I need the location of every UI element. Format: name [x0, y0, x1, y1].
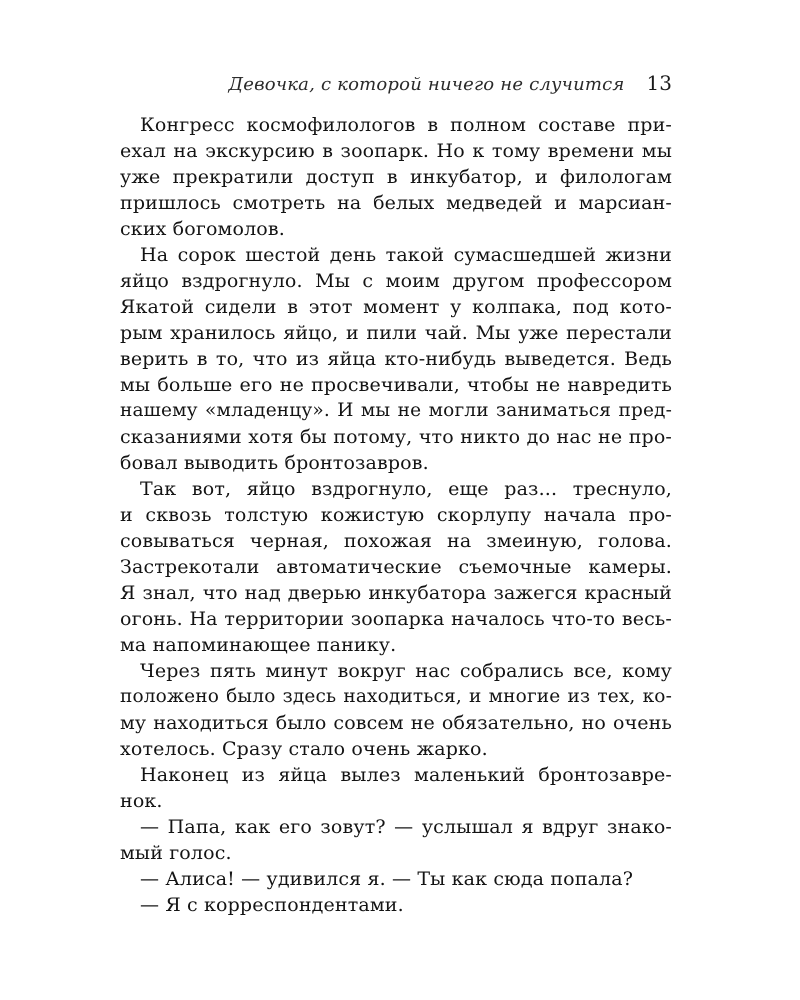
text-line: уже прекратили доступ в инкубатор, и филологам: [120, 166, 672, 188]
body-text: [120, 112, 672, 918]
text-line: нашему «младенцу». И мы не могли заниматься пред-: [120, 400, 672, 421]
text-line: му находиться было совсем не обязательно, но очень: [120, 712, 672, 734]
running-title: Девочка, с которой ничего не случится: [228, 74, 625, 95]
page-number: 13: [646, 71, 672, 95]
text-line: мы больше его не просвечивали, чтобы не навредить: [120, 374, 672, 396]
text-line: сказаниями хотя бы потому, что никто до нас не про-: [120, 426, 672, 448]
text-line: нок.: [120, 790, 163, 812]
text-line: Через пять минут вокруг нас собрались все, кому: [140, 660, 672, 682]
text-line: Конгресс космофилологов в полном составе при-: [140, 114, 672, 136]
text-line: — Алиса! — удивился я. — Ты как сюда попала?: [140, 868, 634, 890]
text-line: рым хранилось яйцо, и пили чай. Мы уже перестали: [120, 322, 672, 344]
text-line: Наконец из яйца вылез маленький бронтозавре-: [140, 764, 672, 786]
running-head: [120, 68, 672, 98]
text-line: Якатой сидели в этот момент у колпака, под кото-: [120, 296, 672, 318]
text-line: ма напоминающее панику.: [120, 634, 397, 656]
text-line: яйцо вздрогнуло. Мы с моим другом профессором: [120, 270, 672, 292]
text-line: хотелось. Сразу стало очень жарко.: [120, 738, 488, 760]
text-line: На сорок шестой день такой сумасшедшей жизни: [140, 244, 672, 266]
text-line: пришлось смотреть на белых медведей и марсиан-: [120, 192, 672, 214]
text-line: ехал на экскурсию в зоопарк. Но к тому времени мы: [120, 140, 672, 162]
text-line: и сквозь толстую кожистую скорлупу начала про-: [120, 504, 672, 526]
text-line: положено было здесь находиться, и многие из тех, ко-: [120, 686, 672, 707]
text-line: Я знал, что над дверью инкубатора зажегся красный: [120, 582, 672, 604]
text-line: — Папа, как его зовут? — услышал я вдруг знако-: [140, 816, 672, 838]
text-line: совываться черная, похожая на змеиную, голова.: [120, 530, 672, 552]
text-line: Застрекотали автоматические съемочные камеры.: [120, 556, 672, 578]
text-line: верить в то, что из яйца кто-нибудь выведется. Ведь: [120, 348, 672, 370]
text-line: огонь. На территории зоопарка началось что-то весь-: [120, 608, 672, 630]
text-line: мый голос.: [120, 842, 232, 864]
text-line: бовал выводить бронтозавров.: [120, 452, 429, 474]
text-line: — Я с корреспондентами.: [140, 894, 404, 916]
text-line: Так вот, яйцо вздрогнуло, еще раз... треснуло,: [140, 478, 672, 500]
text-line: ских богомолов.: [120, 218, 285, 240]
